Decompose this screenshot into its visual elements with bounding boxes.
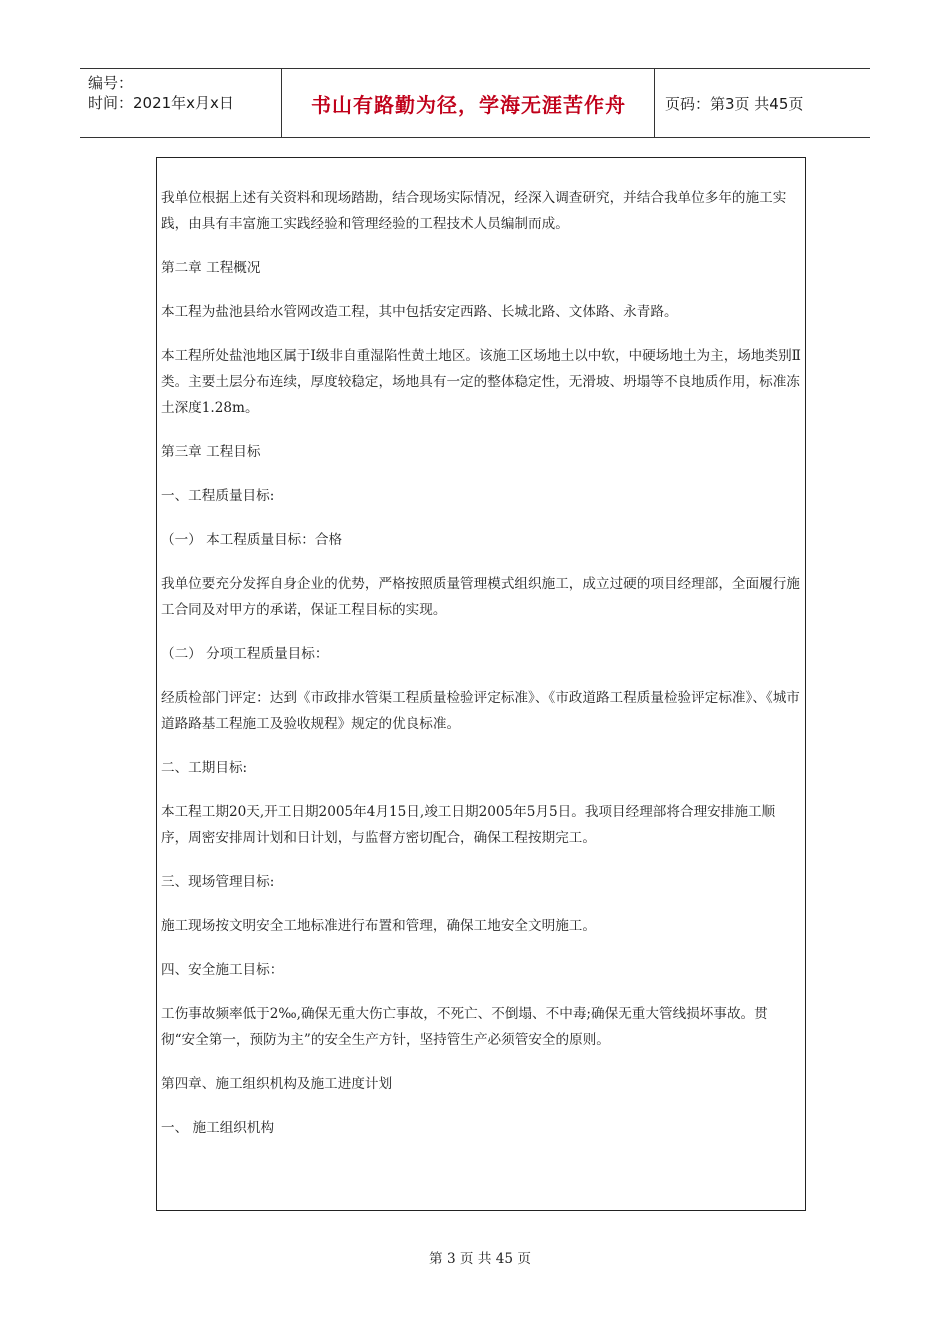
subsection-heading: （二） 分项工程质量目标： (161, 646, 329, 662)
section-heading: 一、工程质量目标: (161, 488, 275, 504)
section-heading: 三、现场管理目标: (161, 874, 275, 890)
motto-text: 书山有路勤为径，学海无涯苦作舟 (311, 92, 626, 117)
page-header (80, 68, 870, 138)
paragraph: 工伤事故频率低于2‰,确保无重大伤亡事故，不死亡、不倒塌、不中毒;确保无重大管线损坏事故。贯彻“安全第一，预防为主”的安全生产方针，坚持管生产必须管安全的原则。 (161, 1006, 768, 1048)
paragraph: 本工程为盐池县给水管网改造工程，其中包括安定西路、长城北路、文体路、永青路。 (161, 304, 678, 320)
paragraph: 经质检部门评定：达到《市政排水管渠工程质量检验评定标准》、《市政道路工程质量检验评定标准》、《城市道路路基工程施工及验收规程》规定的优良标准。 (161, 690, 800, 732)
paragraph: 我单位要充分发挥自身企业的优势，严格按照质量管理模式组织施工，成立过硬的项目经理部，全面履行施工合同及对甲方的承诺，保证工程目标的实现。 (161, 576, 800, 618)
header-meta (80, 69, 282, 137)
header-page-info (655, 69, 870, 137)
page-footer (0, 1247, 950, 1267)
section-heading: 一、 施工组织机构 (161, 1120, 275, 1136)
subsection-heading: （一） 本工程质量目标：合格 (161, 532, 343, 548)
header-motto-cell (283, 69, 655, 137)
chapter-heading: 第四章、施工组织机构及施工进度计划 (161, 1076, 393, 1092)
document-number-label: 编号： (88, 74, 134, 92)
paragraph: 本工程工期20天,开工日期2005年4月15日,竣工日期2005年5月5日。我项目经理部将合理安排施工顺序，周密安排周计划和日计划，与监督方密切配合，确保工程按期完工。 (161, 804, 776, 846)
paragraph: 本工程所处盐池地区属于Ⅰ级非自重湿陷性黄土地区。该施工区场地土以中软，中硬场地土为主，场地类别Ⅱ类。主要土层分布连续，厚度较稳定，场地具有一定的整体稳定性，无滑坡、坍塌等不良地质作用，标准冻土深度1.28m。 (161, 348, 801, 416)
chapter-heading: 第二章 工程概况 (161, 260, 261, 276)
section-heading: 二、工期目标: (161, 760, 248, 776)
paragraph: 施工现场按文明安全工地标准进行布置和管理，确保工地安全文明施工。 (161, 918, 596, 934)
content-frame (156, 157, 806, 1211)
paragraph: 我单位根据上述有关资料和现场踏勘，结合现场实际情况，经深入调查研究，并结合我单位多年的施工实践，由具有丰富施工实践经验和管理经验的工程技术人员编制而成。 (161, 190, 787, 232)
footer-page-number: 第 3 页 共 45 页 (429, 1251, 531, 1267)
page-info-text: 页码：第3页 共45页 (665, 94, 804, 113)
section-heading: 四、安全施工目标： (161, 962, 284, 978)
document-time-label: 时间：2021年x月x日 (88, 94, 234, 112)
chapter-heading: 第三章 工程目标 (161, 444, 261, 460)
